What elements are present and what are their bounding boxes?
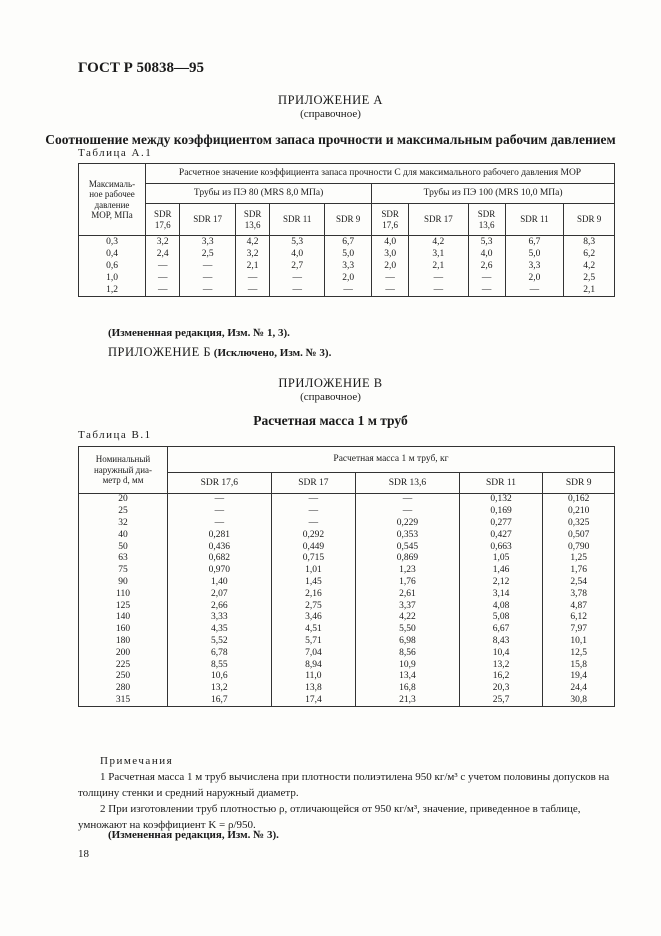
table-cell-mass: 2,54 <box>543 577 615 589</box>
table-a1-col-header: SDR 17 <box>180 204 235 236</box>
table-cell-mass: 0,970 <box>168 565 272 577</box>
table-v1-row-header: Номинальный наружный диа- метр d, мм <box>79 447 168 494</box>
table-cell-value: — <box>372 272 409 284</box>
table-cell-diameter: 140 <box>79 612 168 624</box>
table-cell-mass: 20,3 <box>459 683 543 695</box>
table-cell-value: 4,0 <box>468 248 505 260</box>
table-cell-diameter: 160 <box>79 624 168 636</box>
table-row <box>79 494 615 506</box>
table-cell-diameter: 32 <box>79 518 168 530</box>
table-cell-value: — <box>180 272 235 284</box>
appendix-b-line <box>108 345 331 360</box>
table-cell-mass: 2,61 <box>356 588 460 600</box>
table-row <box>79 565 615 577</box>
table-cell-value: — <box>505 284 564 297</box>
table-cell-mass: 0,449 <box>271 541 355 553</box>
table-cell-value: 3,2 <box>235 248 269 260</box>
table-a1-col-header: SDR 17 <box>409 204 468 236</box>
table-cell-value: — <box>372 284 409 297</box>
table-cell-value: 5,3 <box>468 236 505 249</box>
table-cell-mass: 6,67 <box>459 624 543 636</box>
table-cell-diameter: 20 <box>79 494 168 506</box>
table-a1-col-header: SDR 11 <box>505 204 564 236</box>
table-cell-mass: 16,8 <box>356 683 460 695</box>
appendix-b-note: (Исключено, Изм. № 3). <box>213 347 332 359</box>
table-cell-value: 6,7 <box>505 236 564 249</box>
table-cell-mass: 10,9 <box>356 659 460 671</box>
table-row <box>79 671 615 683</box>
table-cell-mass: 16,2 <box>459 671 543 683</box>
table-v1-top-header: Расчетная масса 1 м труб, кг <box>168 447 615 473</box>
appendix-b-title: ПРИЛОЖЕНИЕ Б <box>108 345 212 359</box>
table-cell-mass: 21,3 <box>356 695 460 707</box>
table-cell-mass: 0,277 <box>459 518 543 530</box>
table-cell-mass: 8,56 <box>356 647 460 659</box>
appendix-v-heading: Расчетная масса 1 м труб <box>253 413 408 428</box>
table-cell-mass: 7,04 <box>271 647 355 659</box>
table-cell-mass: 0,790 <box>543 541 615 553</box>
table-row <box>79 636 615 648</box>
table-cell-mass: 3,33 <box>168 612 272 624</box>
table-cell-value: 4,2 <box>409 236 468 249</box>
table-cell-value: — <box>468 272 505 284</box>
table-cell-diameter: 200 <box>79 647 168 659</box>
table-cell-value: — <box>146 284 180 297</box>
table-cell-value: — <box>180 260 235 272</box>
table-cell-diameter: 90 <box>79 577 168 589</box>
table-cell-diameter: 125 <box>79 600 168 612</box>
table-cell-mass: 2,66 <box>168 600 272 612</box>
table-cell-value: 2,1 <box>235 260 269 272</box>
table-cell-value: 2,1 <box>409 260 468 272</box>
table-row <box>79 659 615 671</box>
table-cell-mass: 13,2 <box>168 683 272 695</box>
table-cell-mass: 0,869 <box>356 553 460 565</box>
table-cell-value: 6,2 <box>564 248 615 260</box>
table-cell-mass: 6,78 <box>168 647 272 659</box>
table-row <box>79 284 615 297</box>
table-cell-value: 2,0 <box>372 260 409 272</box>
table-cell-mass: 0,132 <box>459 494 543 506</box>
table-cell-value: 3,2 <box>146 236 180 249</box>
table-cell-mass: 1,05 <box>459 553 543 565</box>
table-cell-mass: 12,5 <box>543 647 615 659</box>
table-cell-value: 8,3 <box>564 236 615 249</box>
table-cell-value: 3,3 <box>505 260 564 272</box>
table-cell-value: 3,3 <box>180 236 235 249</box>
table-cell-mass: 15,8 <box>543 659 615 671</box>
table-cell-mass: 0,169 <box>459 506 543 518</box>
table-cell-value: — <box>409 272 468 284</box>
table-a1-label: Таблица А.1 <box>78 147 153 159</box>
table-cell-value: 5,0 <box>505 248 564 260</box>
notes-block <box>78 754 618 834</box>
table-cell-mass: — <box>271 518 355 530</box>
table-cell-diameter: 75 <box>79 565 168 577</box>
table-cell-value: 5,3 <box>270 236 325 249</box>
appendix-a-edit-note: (Измененная редакция, Изм. № 1, 3). <box>108 327 290 339</box>
table-cell-value: 6,7 <box>325 236 372 249</box>
table-cell-value: 4,2 <box>564 260 615 272</box>
table-a1 <box>78 163 615 297</box>
table-cell-mass: 30,8 <box>543 695 615 707</box>
table-row <box>79 588 615 600</box>
table-cell-value: — <box>270 272 325 284</box>
table-row <box>79 624 615 636</box>
table-cell-value: 2,1 <box>564 284 615 297</box>
table-cell-mass: 2,07 <box>168 588 272 600</box>
table-cell-mass: 3,46 <box>271 612 355 624</box>
table-cell-mass: 5,08 <box>459 612 543 624</box>
table-v1-col-header: SDR 13,6 <box>356 473 460 494</box>
table-cell-mass: 11,0 <box>271 671 355 683</box>
table-cell-diameter: 225 <box>79 659 168 671</box>
table-cell-mass: — <box>356 506 460 518</box>
table-cell-pressure: 1,0 <box>79 272 146 284</box>
table-cell-mass: 1,76 <box>356 577 460 589</box>
table-cell-mass: 0,162 <box>543 494 615 506</box>
table-cell-mass: — <box>168 494 272 506</box>
table-cell-value: — <box>409 284 468 297</box>
table-cell-mass: 10,1 <box>543 636 615 648</box>
table-cell-diameter: 280 <box>79 683 168 695</box>
table-cell-value: 3,1 <box>409 248 468 260</box>
table-cell-mass: 0,436 <box>168 541 272 553</box>
table-a1-row-header: Максималь- ное рабочее давление MOP, МПа <box>79 164 146 236</box>
table-cell-value: 2,0 <box>325 272 372 284</box>
table-row <box>79 272 615 284</box>
table-a1-col-header: SDR 11 <box>270 204 325 236</box>
table-cell-mass: 4,51 <box>271 624 355 636</box>
appendix-a-heading: Соотношение между коэффициентом запаса прочности и максимальным рабочим давлением <box>45 132 616 147</box>
table-a1-col-header: SDR 13,6 <box>468 204 505 236</box>
table-row <box>79 600 615 612</box>
table-cell-value: 2,5 <box>180 248 235 260</box>
table-cell-mass: 5,71 <box>271 636 355 648</box>
table-cell-mass: — <box>168 506 272 518</box>
table-cell-value: — <box>270 284 325 297</box>
table-v1 <box>78 446 615 707</box>
table-cell-mass: 7,97 <box>543 624 615 636</box>
table-cell-value: 2,0 <box>505 272 564 284</box>
table-cell-mass: 0,210 <box>543 506 615 518</box>
table-cell-value: 2,4 <box>146 248 180 260</box>
table-cell-mass: 1,23 <box>356 565 460 577</box>
table-a1-col-header: SDR 9 <box>564 204 615 236</box>
table-cell-value: — <box>180 284 235 297</box>
table-cell-mass: 0,325 <box>543 518 615 530</box>
table-cell-value: 4,0 <box>270 248 325 260</box>
table-v1-col-header: SDR 11 <box>459 473 543 494</box>
table-cell-mass: 0,281 <box>168 529 272 541</box>
table-cell-pressure: 0,3 <box>79 236 146 249</box>
table-cell-mass: 24,4 <box>543 683 615 695</box>
appendix-v-edit-note: (Измененная редакция, Изм. № 3). <box>108 829 279 841</box>
table-cell-mass: 4,22 <box>356 612 460 624</box>
table-cell-value: 5,0 <box>325 248 372 260</box>
table-a1-top-header: Расчетное значение коэффициента запаса прочности C для максимального рабочего давления MOP <box>146 164 615 184</box>
table-cell-value: — <box>325 284 372 297</box>
table-cell-mass: 5,52 <box>168 636 272 648</box>
table-v1-label: Таблица В.1 <box>78 429 152 441</box>
table-a1-col-header: SDR 17,6 <box>372 204 409 236</box>
table-cell-mass: 2,75 <box>271 600 355 612</box>
table-cell-mass: 6,98 <box>356 636 460 648</box>
table-row <box>79 647 615 659</box>
table-cell-mass: 10,6 <box>168 671 272 683</box>
table-cell-mass: 3,14 <box>459 588 543 600</box>
table-cell-mass: 0,292 <box>271 529 355 541</box>
table-cell-mass: 1,76 <box>543 565 615 577</box>
table-cell-mass: 10,4 <box>459 647 543 659</box>
table-cell-mass: 0,715 <box>271 553 355 565</box>
table-a1-col-header: SDR 17,6 <box>146 204 180 236</box>
appendix-a-title: ПРИЛОЖЕНИЕ А <box>278 93 383 107</box>
table-cell-mass: 0,682 <box>168 553 272 565</box>
appendix-v-subtitle: (справочное) <box>300 391 361 403</box>
table-cell-mass: 1,01 <box>271 565 355 577</box>
table-cell-mass: 25,7 <box>459 695 543 707</box>
table-cell-diameter: 63 <box>79 553 168 565</box>
notes-title: Примечания <box>100 755 174 767</box>
table-cell-value: 4,0 <box>372 236 409 249</box>
table-cell-diameter: 40 <box>79 529 168 541</box>
table-cell-value: 2,7 <box>270 260 325 272</box>
table-cell-value: 2,5 <box>564 272 615 284</box>
table-row <box>79 260 615 272</box>
table-cell-mass: 8,55 <box>168 659 272 671</box>
table-cell-mass: 4,35 <box>168 624 272 636</box>
table-cell-mass: — <box>271 494 355 506</box>
table-cell-mass: 1,25 <box>543 553 615 565</box>
table-cell-mass: 5,50 <box>356 624 460 636</box>
table-cell-pressure: 0,4 <box>79 248 146 260</box>
table-cell-mass: 1,46 <box>459 565 543 577</box>
note-2: 2 При изготовлении труб плотностью ρ, отличающейся от 950 кг/м³, значение, приведенное в таблице, умножают на коэффициент K = ρ/950. <box>78 802 581 831</box>
table-row <box>79 541 615 553</box>
table-cell-mass: 0,663 <box>459 541 543 553</box>
table-row <box>79 612 615 624</box>
table-cell-mass: 0,427 <box>459 529 543 541</box>
table-cell-mass: 4,08 <box>459 600 543 612</box>
table-cell-mass: 13,4 <box>356 671 460 683</box>
note-1: 1 Расчетная масса 1 м труб вычислена при плотности полиэтилена 950 кг/м³ с учетом половины допусков на толщину стенки и средний наружный диаметр. <box>78 770 610 799</box>
table-cell-diameter: 250 <box>79 671 168 683</box>
table-row <box>79 518 615 530</box>
appendix-a-subtitle: (справочное) <box>300 108 361 120</box>
table-row <box>79 506 615 518</box>
table-cell-value: 4,2 <box>235 236 269 249</box>
table-cell-value: — <box>468 284 505 297</box>
table-cell-value: — <box>235 272 269 284</box>
table-row <box>79 529 615 541</box>
table-row <box>79 248 615 260</box>
table-cell-value: 2,6 <box>468 260 505 272</box>
table-cell-diameter: 180 <box>79 636 168 648</box>
table-cell-mass: — <box>356 494 460 506</box>
table-cell-mass: 4,87 <box>543 600 615 612</box>
table-cell-value: 3,3 <box>325 260 372 272</box>
table-row <box>79 577 615 589</box>
page-number: 18 <box>78 848 89 860</box>
table-v1-col-header: SDR 17,6 <box>168 473 272 494</box>
table-cell-mass: 8,94 <box>271 659 355 671</box>
table-cell-pressure: 0,6 <box>79 260 146 272</box>
table-cell-pressure: 1,2 <box>79 284 146 297</box>
table-cell-mass: 0,545 <box>356 541 460 553</box>
table-row <box>79 695 615 707</box>
table-cell-mass: 0,229 <box>356 518 460 530</box>
table-cell-mass: 13,8 <box>271 683 355 695</box>
table-cell-mass: — <box>168 518 272 530</box>
table-cell-mass: 3,78 <box>543 588 615 600</box>
table-cell-mass: 2,12 <box>459 577 543 589</box>
table-cell-mass: 16,7 <box>168 695 272 707</box>
table-cell-value: — <box>146 260 180 272</box>
table-row <box>79 553 615 565</box>
table-row <box>79 236 615 249</box>
table-cell-mass: 13,2 <box>459 659 543 671</box>
table-cell-mass: 19,4 <box>543 671 615 683</box>
table-a1-group-pe100: Трубы из ПЭ 100 (MRS 10,0 МПа) <box>372 184 615 204</box>
table-cell-diameter: 315 <box>79 695 168 707</box>
table-cell-value: — <box>146 272 180 284</box>
table-cell-mass: — <box>271 506 355 518</box>
table-a1-col-header: SDR 13,6 <box>235 204 269 236</box>
table-cell-mass: 0,507 <box>543 529 615 541</box>
table-cell-diameter: 50 <box>79 541 168 553</box>
table-cell-value: 3,0 <box>372 248 409 260</box>
table-cell-mass: 1,40 <box>168 577 272 589</box>
table-a1-group-pe80: Трубы из ПЭ 80 (MRS 8,0 МПа) <box>146 184 372 204</box>
table-cell-value: — <box>235 284 269 297</box>
table-cell-diameter: 110 <box>79 588 168 600</box>
table-a1-col-header: SDR 9 <box>325 204 372 236</box>
table-cell-mass: 0,353 <box>356 529 460 541</box>
document-header: ГОСТ Р 50838—95 <box>78 60 205 76</box>
table-cell-mass: 8,43 <box>459 636 543 648</box>
table-cell-mass: 17,4 <box>271 695 355 707</box>
table-cell-diameter: 25 <box>79 506 168 518</box>
table-v1-col-header: SDR 17 <box>271 473 355 494</box>
table-row <box>79 683 615 695</box>
appendix-v-title: ПРИЛОЖЕНИЕ В <box>278 376 383 390</box>
table-cell-mass: 6,12 <box>543 612 615 624</box>
table-v1-col-header: SDR 9 <box>543 473 615 494</box>
table-cell-mass: 2,16 <box>271 588 355 600</box>
table-cell-mass: 3,37 <box>356 600 460 612</box>
table-cell-mass: 1,45 <box>271 577 355 589</box>
